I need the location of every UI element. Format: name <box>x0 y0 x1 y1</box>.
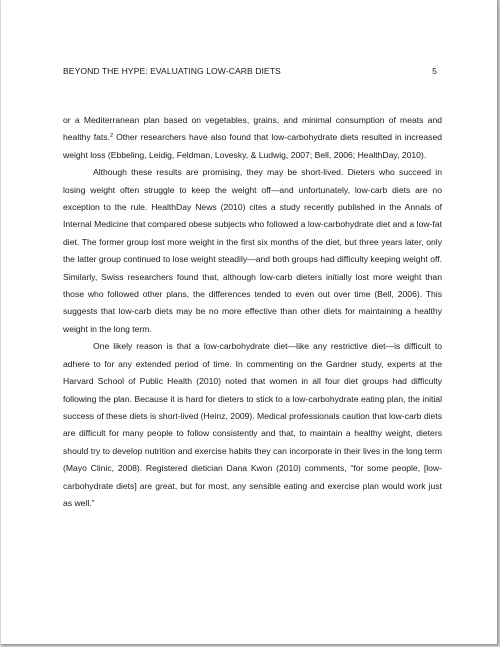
body-text <box>63 112 442 512</box>
document-page <box>1 0 498 645</box>
running-head <box>63 66 437 80</box>
page-number: 5 <box>432 66 437 76</box>
paragraph-1 <box>63 112 442 164</box>
paragraph-3: One likely reason is that a low-carbohydrate diet—like any restrictive diet—is difficult to adhere to for any extended period of time. In commenting on the Gardner study, experts at the Harvard School of Public Health (2010) noted that women in all four diet groups had difficulty following the plan. Because it is hard for dieters to stick to a low-carbohydrate eating plan, the initial success of these diets is short-lived (Heinz, 2009). Medical professionals caution that low-carb diets are difficult for many people to follow consistently and that, to maintain a healthy weight, dieters should try to develop nutrition and exercise habits they can incorporate in their lives in the long term (Mayo Clinic, 2008). Registered dietician Dana Kwon (2010) comments, “for some people, [low-carbohydrate diets] are great, but for most, any sensible eating and exercise plan would work just as well.” <box>63 341 442 508</box>
running-head-title: BEYOND THE HYPE: EVALUATING LOW-CARB DIETS <box>63 66 281 76</box>
paragraph-1-continuation: Other researchers have also found that low-carbohydrate diets resulted in increased weight loss (Ebbeling, Leidig, Feldman, Lovesky, & Ludwig, 2007; Bell, 2006; HealthDay, 2010). <box>63 132 442 160</box>
paragraph-2: Although these results are promising, they may be short-lived. Dieters who succeed in losing weight often struggle to keep the weight off—and unfortunately, low-carb diets are no exception to the rule. HealthDay News (2010) cites a study recently published in the Annals of Internal Medicine that compared obese subjects who followed a low-carbohydrate diet and a low-fat diet. The former group lost more weight in the first six months of the diet, but three years later, only the latter group continued to lose weight steadily—and both groups had difficulty keeping weight off. Similarly, Swiss researchers found that, although low-carb dieters initially lost more weight than those who followed other plans, the differences tended to even out over time (Bell, 2006). This suggests that low-carb diets may be no more effective than other diets for maintaining a healthy weight in the long term. <box>63 167 442 334</box>
paragraph-1-text: or a Mediterranean plan based on vegetables, grains, and minimal consumption of meats and healthy fats. <box>63 115 442 143</box>
footnote-marker: 2 <box>109 133 114 140</box>
